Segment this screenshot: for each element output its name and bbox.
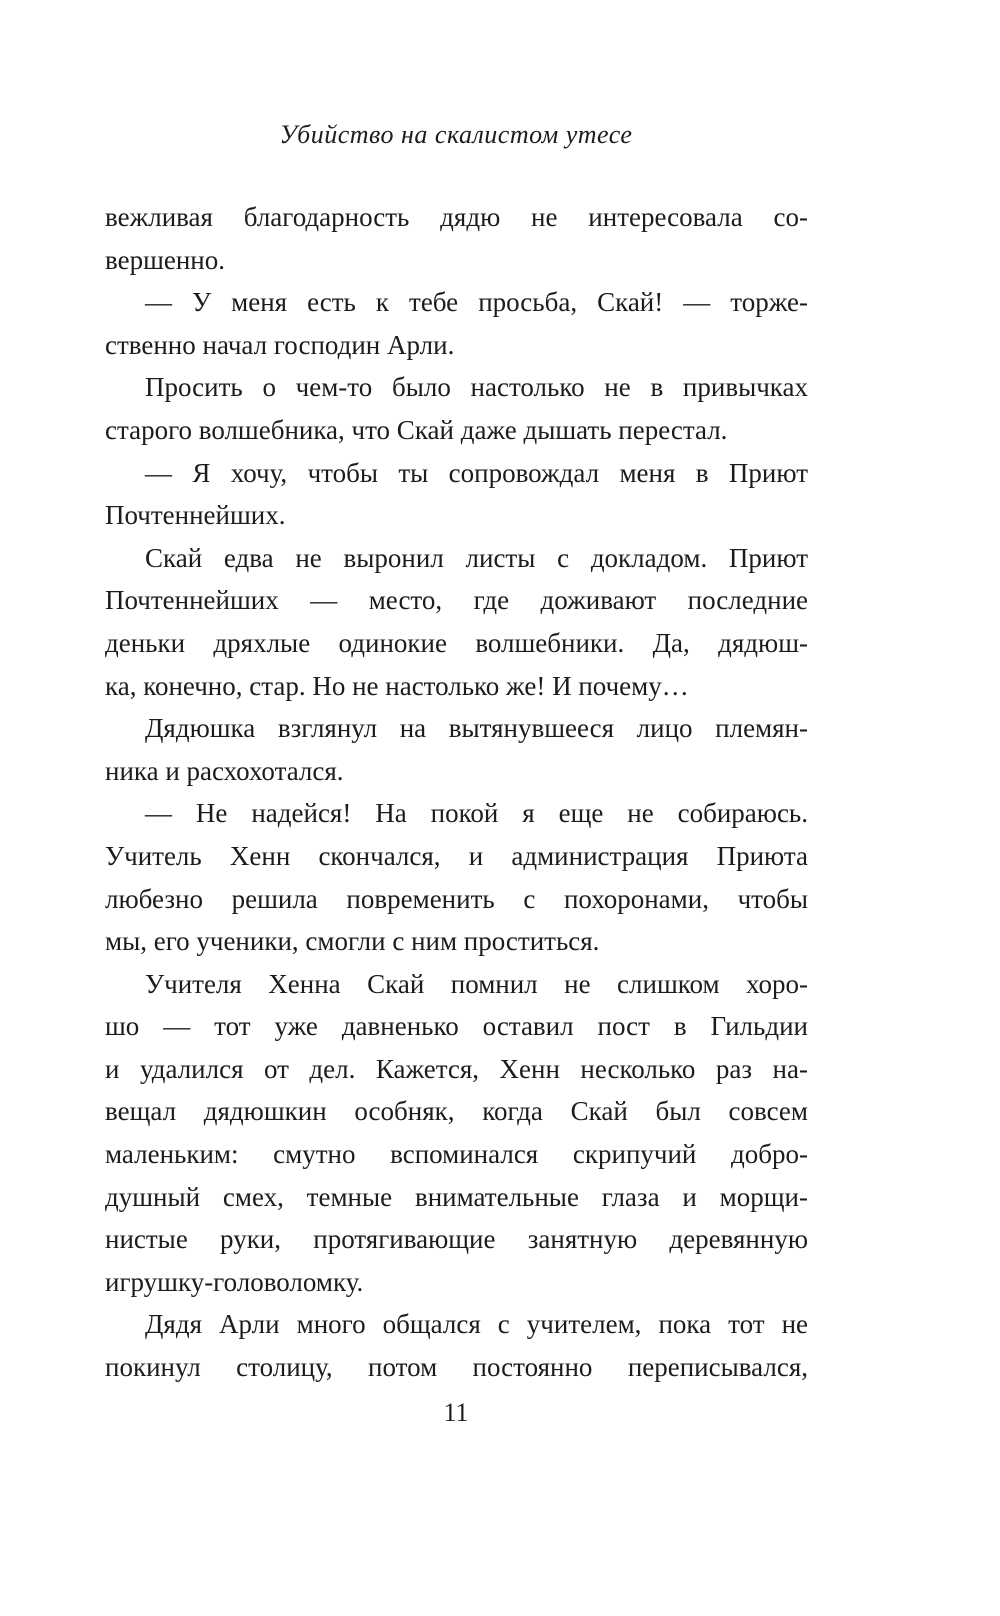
text-line: ника и расхохотался.	[105, 755, 344, 786]
text-line: ка, конечно, стар. Но не настолько же! И почему…	[105, 670, 689, 701]
text-line: и удалился от дел. Кажется, Хенн несколько раз на-	[105, 1053, 808, 1084]
text-line: маленьким: смутно вспоминался скрипучий добро-	[105, 1139, 808, 1170]
text-line: Почтеннейших.	[105, 500, 286, 531]
text-line: старого волшебника, что Скай даже дышать перестал.	[105, 414, 728, 445]
text-line: — Не надейся! На покой я еще не собираюсь.	[145, 798, 808, 829]
running-header: Убийство на скалистом утесе	[279, 120, 633, 149]
text-line: Учителя Хенна Скай помнил не слишком хоро-	[145, 968, 808, 999]
text-line: Скай едва не выронил листы с докладом. Приют	[145, 542, 808, 573]
text-line: вежливая благодарность дядю не интересовала со-	[105, 202, 808, 232]
body-text	[105, 196, 808, 1389]
text-line: шо — тот уже давненько оставил пост в Гильдии	[105, 1011, 808, 1042]
text-line: игрушку-головоломку.	[105, 1266, 364, 1297]
text-line: покинул столицу, потом постоянно переписывался,	[105, 1352, 808, 1383]
text-line: вещал дядюшкин особняк, когда Скай был совсем	[105, 1096, 808, 1127]
paragraph	[105, 196, 808, 281]
text-line: вершенно.	[105, 244, 225, 275]
paragraph	[105, 1303, 808, 1388]
text-line: любезно решила повременить с похоронами, чтобы	[105, 883, 808, 914]
paragraph	[105, 963, 808, 1304]
text-line: Учитель Хенн скончался, и администрация Приюта	[105, 840, 808, 871]
paragraph	[105, 707, 808, 792]
text-line: Дядюшка взглянул на вытянувшееся лицо племян-	[145, 713, 808, 744]
text-line: мы, его ученики, смогли с ним проститься.	[105, 926, 600, 957]
paragraph	[105, 537, 808, 707]
paragraph	[105, 452, 808, 537]
paragraph	[105, 281, 808, 366]
text-line: деньки дряхлые одинокие волшебники. Да, дядюш-	[105, 627, 808, 658]
text-line: душный смех, темные внимательные глаза и морщи-	[105, 1181, 808, 1212]
text-line: Дядя Арли много общался с учителем, пока тот не	[145, 1309, 808, 1340]
page-number: 11	[443, 1398, 469, 1427]
paragraph	[105, 366, 808, 451]
text-line: Почтеннейших — место, где доживают последние	[105, 585, 808, 616]
text-line: — Я хочу, чтобы ты сопровождал меня в Приют	[145, 457, 808, 488]
paragraph	[105, 792, 808, 962]
text-line: нистые руки, протягивающие занятную деревянную	[105, 1224, 808, 1255]
text-line: ственно начал господин Арли.	[105, 329, 455, 360]
text-line: — У меня есть к тебе просьба, Скай! — торже-	[145, 287, 808, 318]
text-line: Просить о чем-то было настолько не в привычках	[145, 372, 808, 403]
